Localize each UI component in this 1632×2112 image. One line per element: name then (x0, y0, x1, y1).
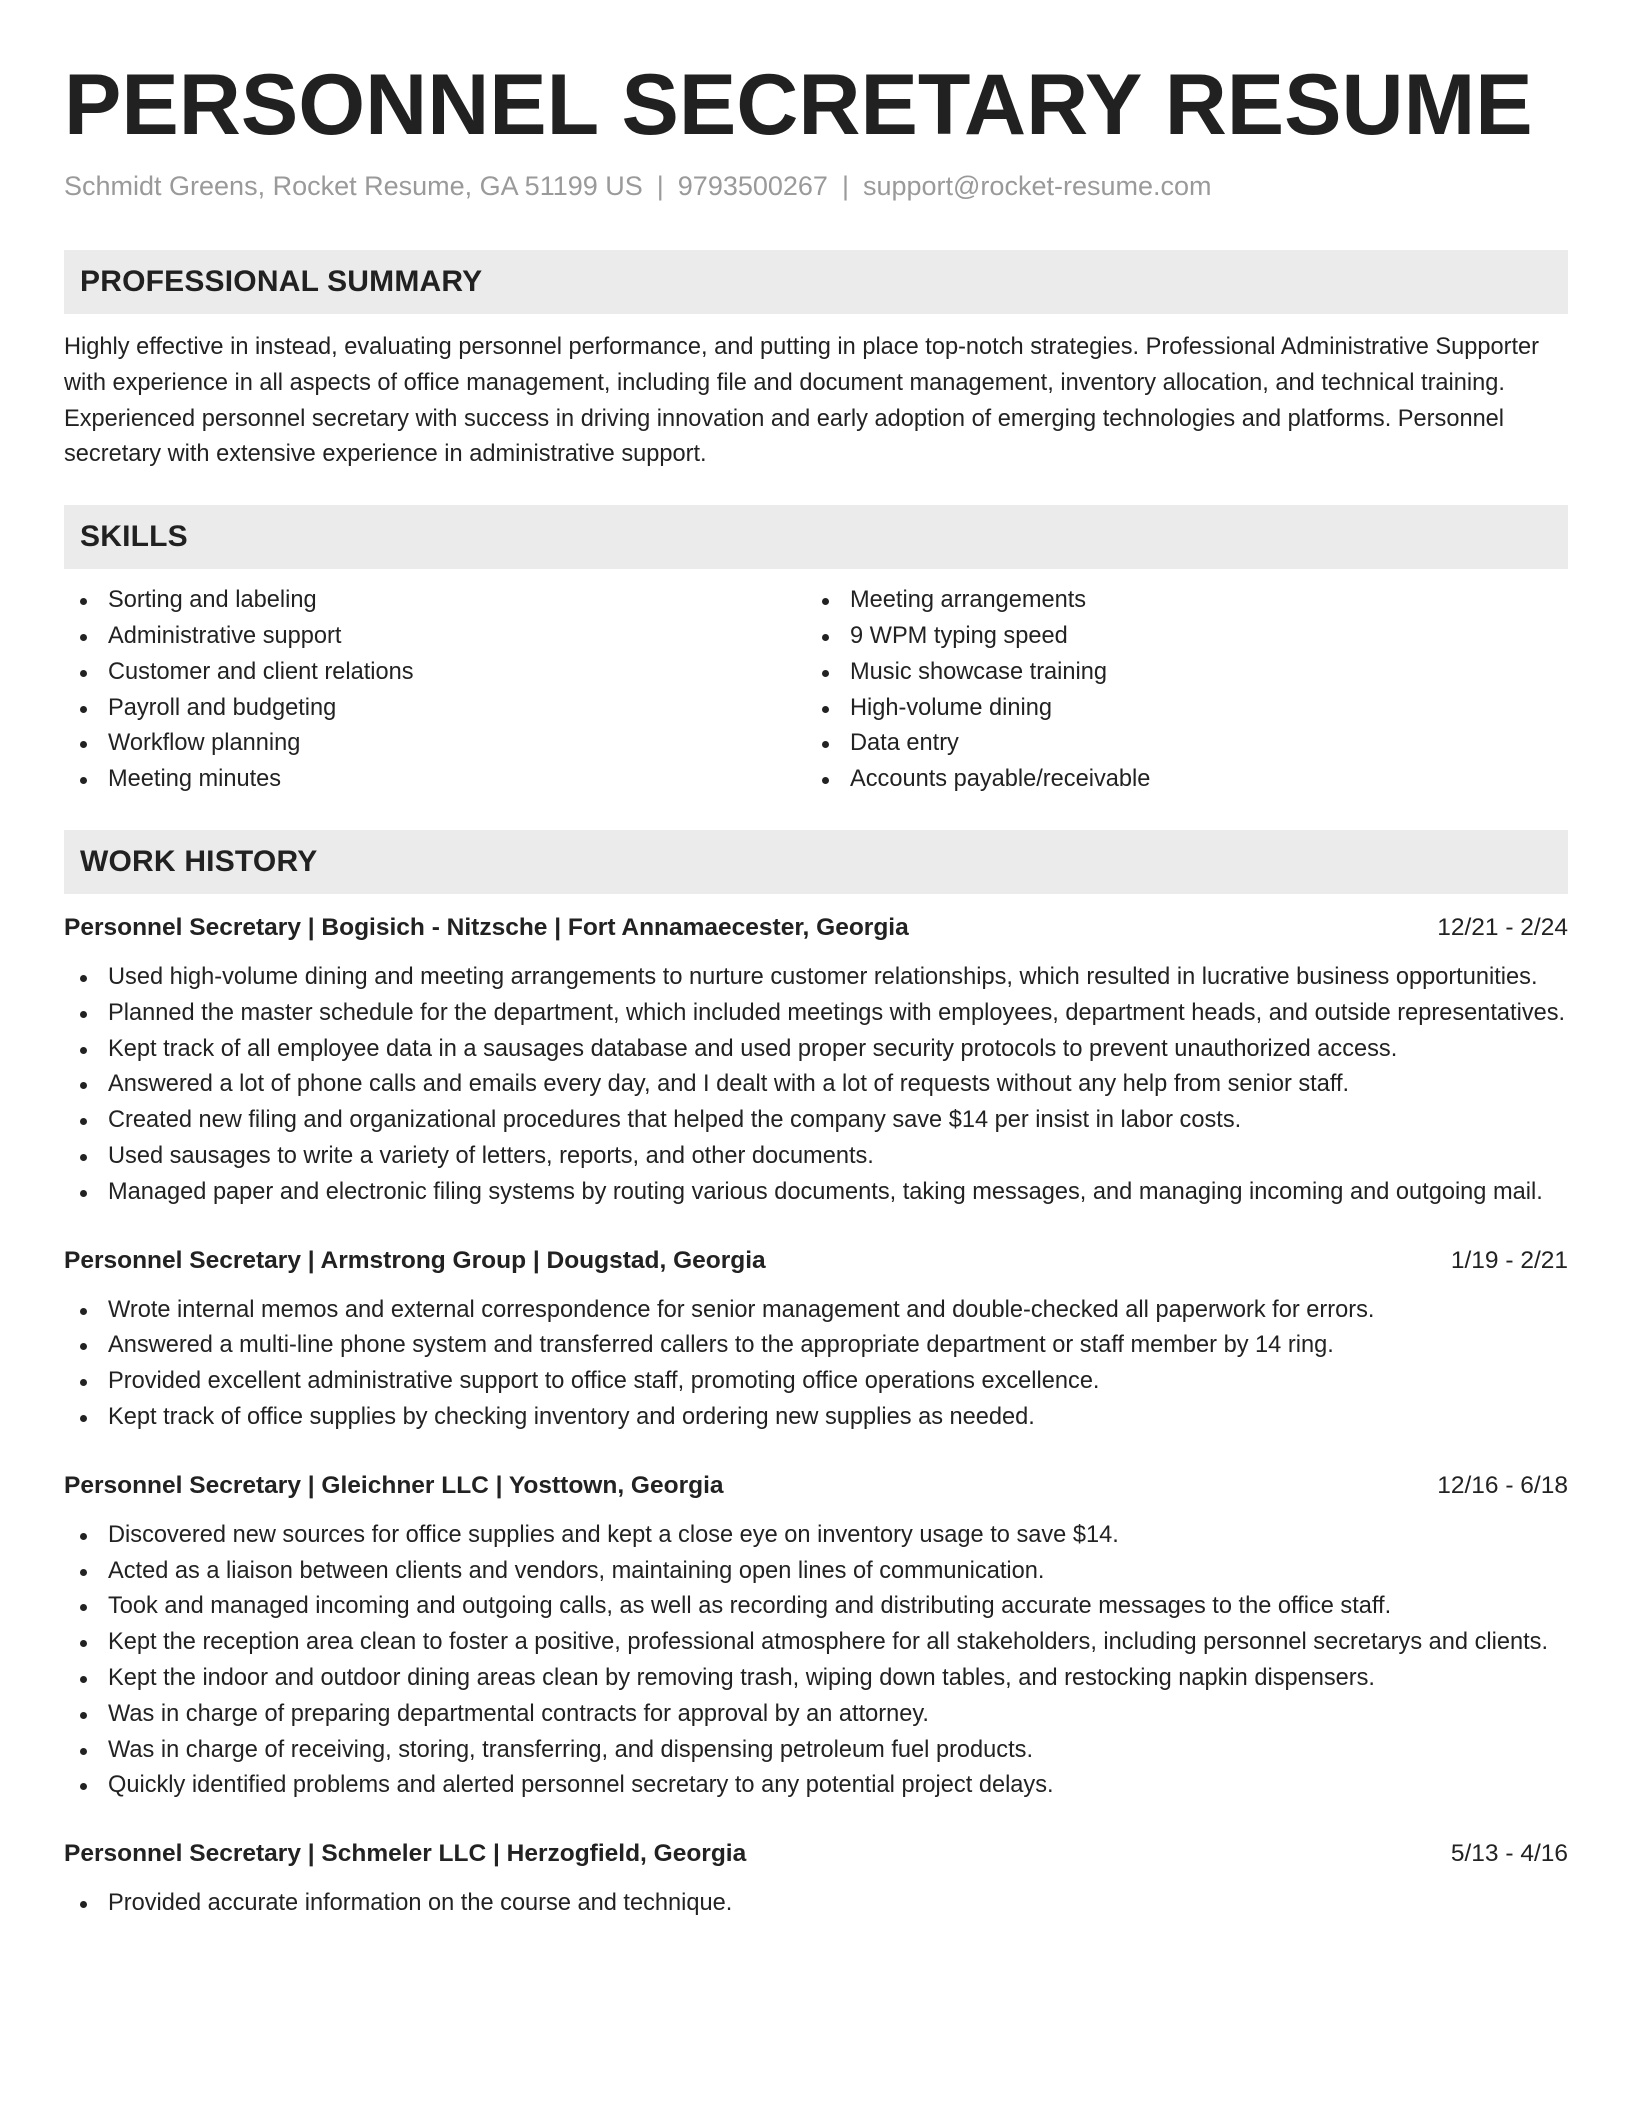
contact-phone: 9793500267 (677, 171, 828, 201)
skills-list (64, 583, 1568, 798)
job-header (64, 1243, 1568, 1279)
job-bullets (64, 1886, 1568, 1922)
job-title: Personnel Secretary | Armstrong Group | Dougstad, Georgia (64, 1246, 766, 1274)
job-entry (64, 1468, 1568, 1804)
skill-item: High-volume dining (806, 691, 1548, 727)
skill-item: Payroll and budgeting (64, 691, 806, 727)
job-bullet: Quickly identified problems and alerted personnel secretary to any potential project delays. (64, 1768, 1568, 1804)
job-bullet: Managed paper and electronic filing systems by routing various documents, taking messages, and managing incoming and outgoing mail. (64, 1175, 1568, 1211)
skill-item: Data entry (806, 726, 1548, 762)
job-title: Personnel Secretary | Bogisich - Nitzsche | Fort Annamaecester, Georgia (64, 913, 909, 941)
work-history-section-header: WORK HISTORY (64, 830, 1568, 894)
job-dates: 12/16 - 6/18 (1437, 1471, 1568, 1499)
job-entry (64, 1836, 1568, 1922)
job-bullet: Provided accurate information on the course and technique. (64, 1886, 1568, 1922)
summary-section-header: PROFESSIONAL SUMMARY (64, 250, 1568, 314)
job-dates: 5/13 - 4/16 (1450, 1840, 1568, 1868)
job-bullet: Planned the master schedule for the department, which included meetings with employees, department heads, and outside representatives. (64, 996, 1568, 1032)
job-bullets (64, 1518, 1568, 1804)
contact-separator: | (841, 171, 849, 201)
job-header (64, 910, 1568, 946)
job-bullet: Kept track of office supplies by checking inventory and ordering new supplies as needed. (64, 1400, 1568, 1436)
skill-item: Meeting minutes (64, 762, 806, 798)
skill-item: Sorting and labeling (64, 583, 806, 619)
contact-email: support@rocket-resume.com (862, 171, 1212, 201)
summary-text: Highly effective in instead, evaluating personnel performance, and putting in place top-notch strategies. Professional Administrative Supporter with experience in all aspects of office management, including file and document management, inventory allocation, and technical training. Experienced personnel secretary with success in driving innovation and early adoption of emerging technologies and platforms. Personnel secretary with extensive experience in administrative support. (64, 334, 1540, 468)
job-entry (64, 1243, 1568, 1436)
skills-column-left (64, 583, 806, 798)
job-bullet: Kept the indoor and outdoor dining areas clean by removing trash, wiping down tables, and restocking napkin dispensers. (64, 1661, 1568, 1697)
job-bullet: Answered a lot of phone calls and emails every day, and I dealt with a lot of requests without any help from senior staff. (64, 1067, 1568, 1103)
contact-line (64, 166, 1568, 206)
skill-item: Accounts payable/receivable (806, 762, 1548, 798)
job-title: Personnel Secretary | Schmeler LLC | Herzogfield, Georgia (64, 1840, 747, 1868)
job-bullet: Answered a multi-line phone system and transferred callers to the appropriate department or staff member by 14 ring. (64, 1328, 1568, 1364)
skill-item: Customer and client relations (64, 655, 806, 691)
job-bullet: Discovered new sources for office supplies and kept a close eye on inventory usage to save $14. (64, 1518, 1568, 1554)
resume-title: PERSONNEL SECRETARY RESUME (64, 57, 1533, 153)
contact-separator: | (656, 171, 664, 201)
job-header (64, 1836, 1568, 1872)
skill-item: Administrative support (64, 619, 806, 655)
job-bullet: Kept track of all employee data in a sausages database and used proper security protocols to prevent unauthorized access. (64, 1032, 1568, 1068)
job-dates: 1/19 - 2/21 (1450, 1246, 1568, 1274)
job-bullets (64, 1293, 1568, 1436)
job-header (64, 1468, 1568, 1504)
contact-address: Schmidt Greens, Rocket Resume, GA 51199 US (64, 171, 643, 201)
job-title: Personnel Secretary | Gleichner LLC | Yosttown, Georgia (64, 1471, 724, 1499)
job-bullet: Was in charge of preparing departmental contracts for approval by an attorney. (64, 1697, 1568, 1733)
job-bullets (64, 960, 1568, 1211)
job-bullet: Took and managed incoming and outgoing calls, as well as recording and distributing accurate messages to the office staff. (64, 1589, 1568, 1625)
job-bullet: Kept the reception area clean to foster a positive, professional atmosphere for all stakeholders, including personnel secretarys and clients. (64, 1625, 1568, 1661)
skill-item: Meeting arrangements (806, 583, 1548, 619)
job-bullet: Provided excellent administrative support to office staff, promoting office operations excellence. (64, 1364, 1568, 1400)
job-bullet: Used high-volume dining and meeting arrangements to nurture customer relationships, which resulted in lucrative business opportunities. (64, 960, 1568, 996)
skills-section-header: SKILLS (64, 505, 1568, 569)
skill-item: Music showcase training (806, 655, 1548, 691)
job-bullet: Wrote internal memos and external correspondence for senior management and double-checked all paperwork for errors. (64, 1293, 1568, 1329)
job-bullet: Acted as a liaison between clients and vendors, maintaining open lines of communication. (64, 1554, 1568, 1590)
job-entry (64, 910, 1568, 1211)
skills-column-right (806, 583, 1548, 798)
job-dates: 12/21 - 2/24 (1437, 913, 1568, 941)
job-bullet: Created new filing and organizational procedures that helped the company save $14 per insist in labor costs. (64, 1103, 1568, 1139)
job-bullet: Used sausages to write a variety of letters, reports, and other documents. (64, 1139, 1568, 1175)
skill-item: Workflow planning (64, 726, 806, 762)
skill-item: 9 WPM typing speed (806, 619, 1548, 655)
job-bullet: Was in charge of receiving, storing, transferring, and dispensing petroleum fuel products. (64, 1733, 1568, 1769)
